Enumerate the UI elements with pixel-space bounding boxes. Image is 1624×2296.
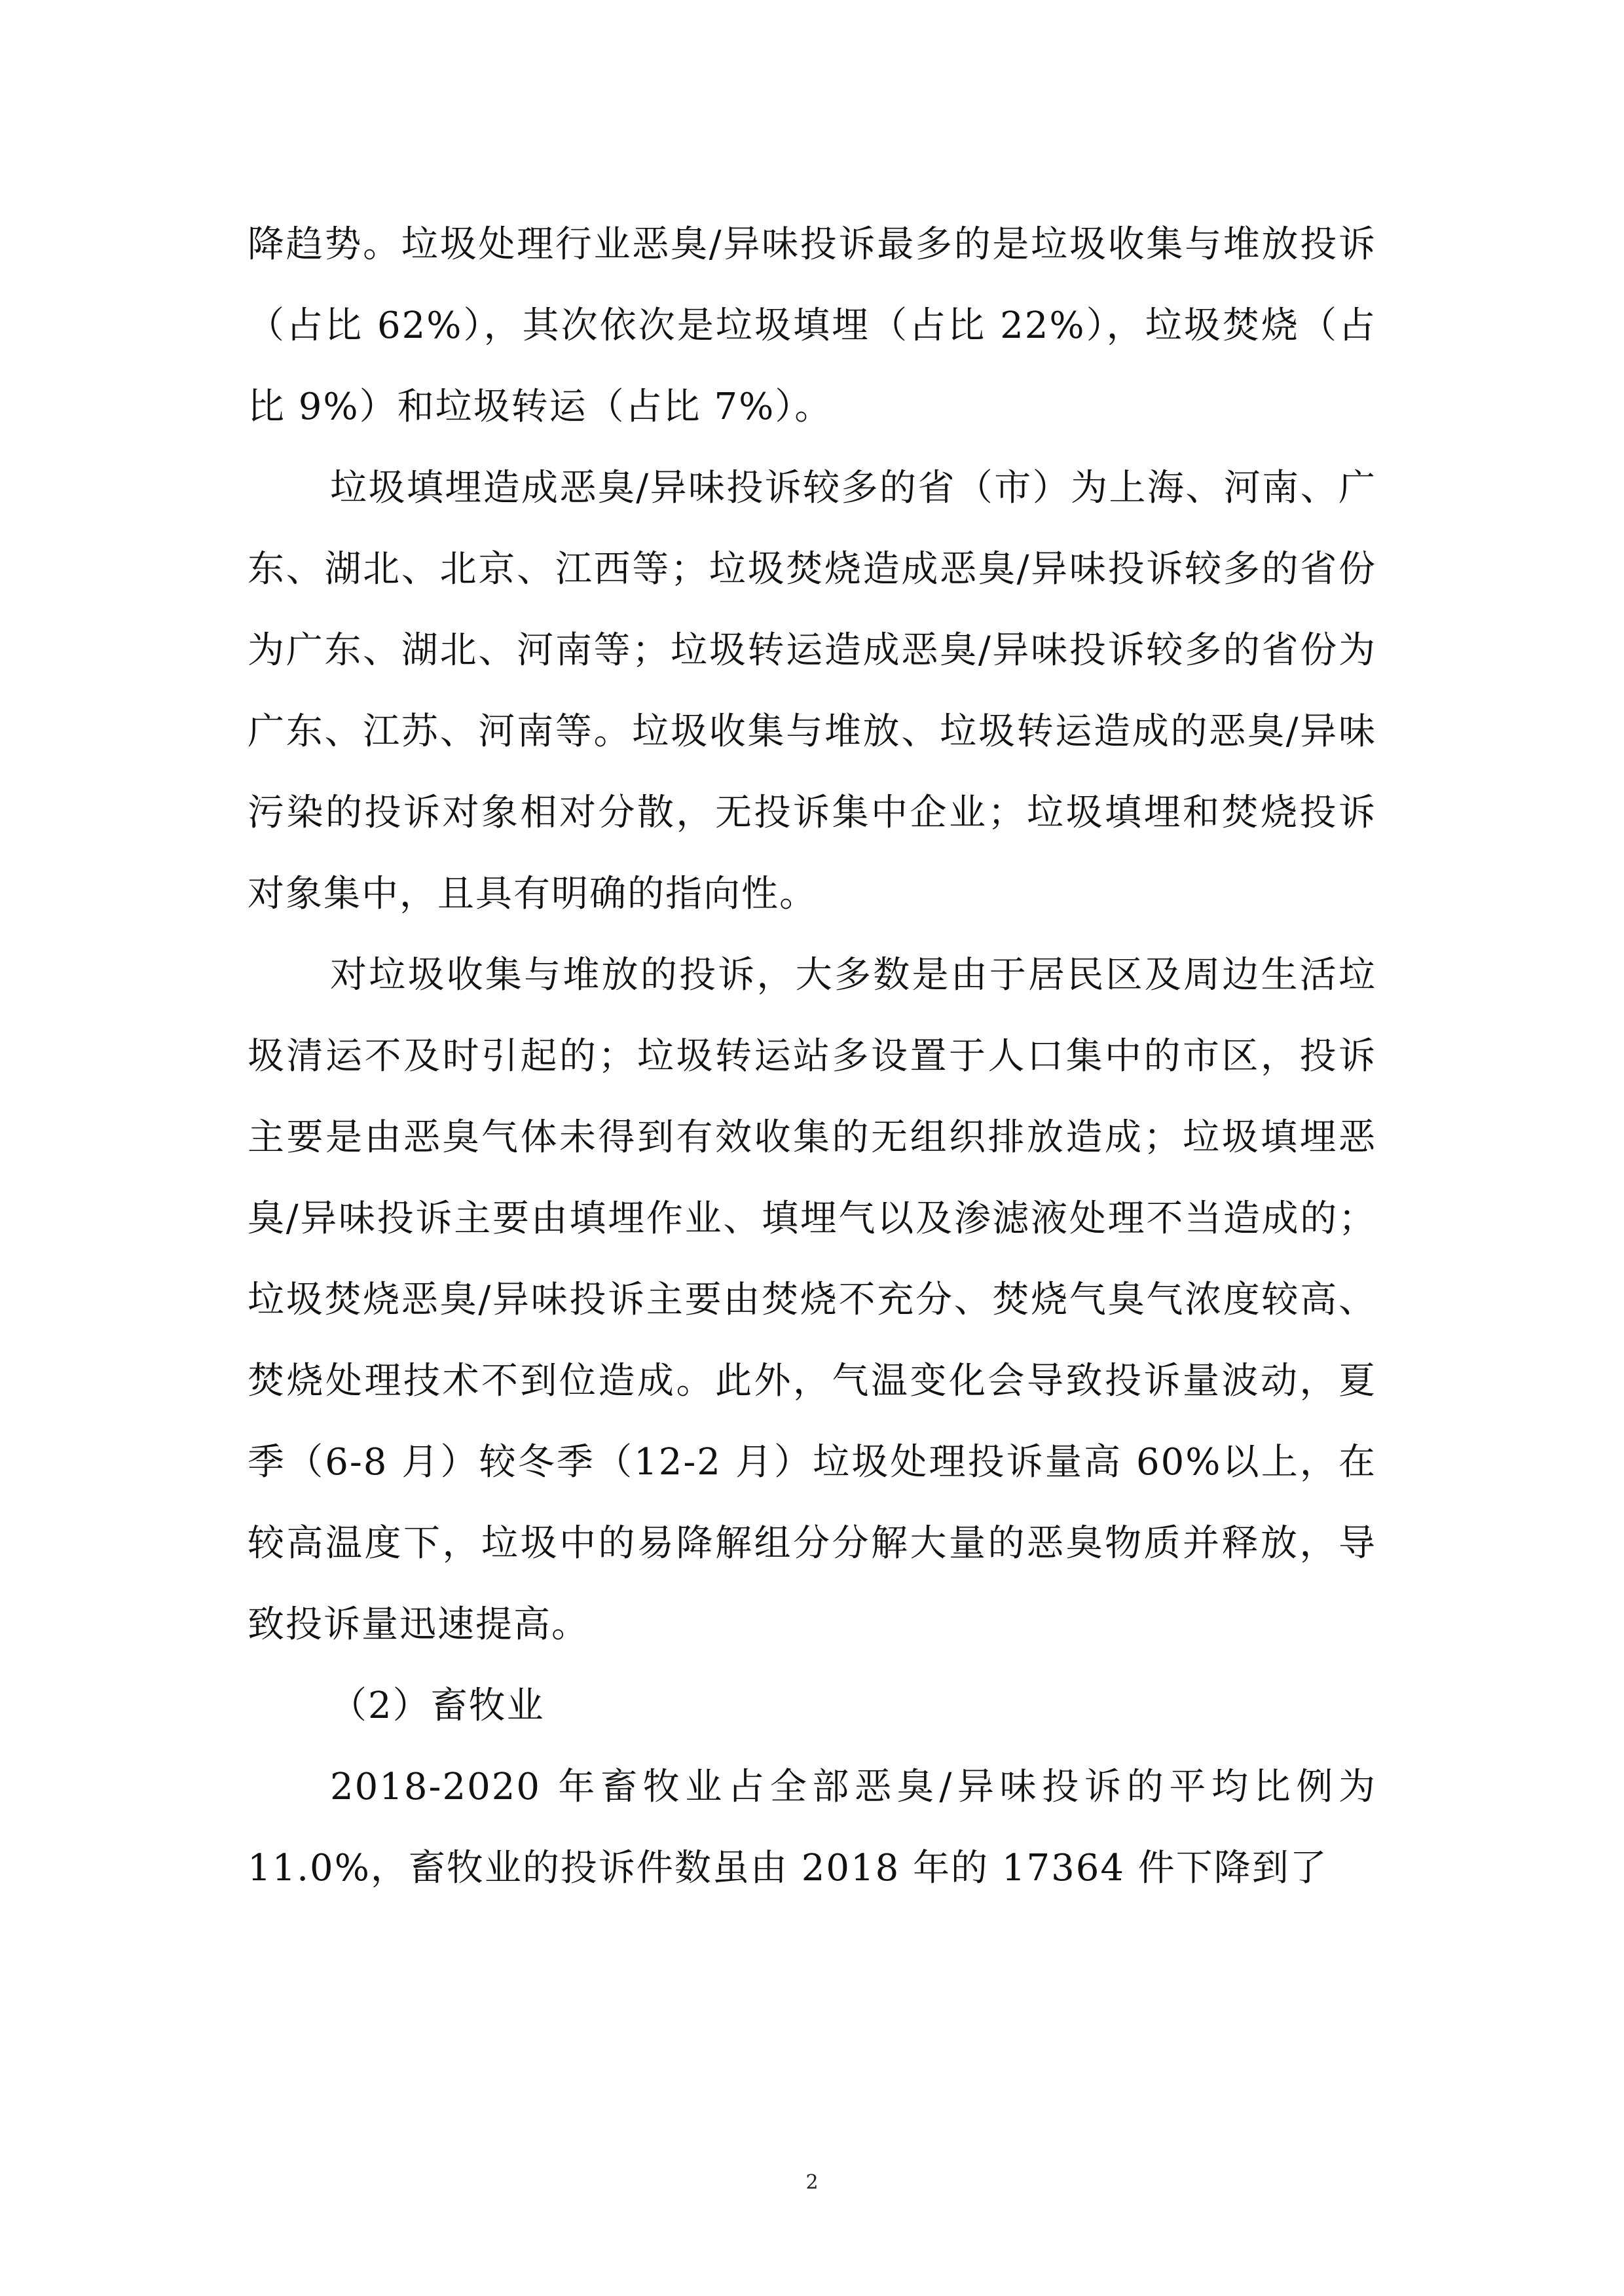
paragraph-livestock: 2018-2020 年畜牧业占全部恶臭/异味投诉的平均比例为 11.0%，畜牧业的投诉件数虽由 2018 年的 17364 件下降到了 bbox=[248, 1766, 1376, 1889]
paragraph-landfill-provinces: 垃圾填埋造成恶臭/异味投诉较多的省（市）为上海、河南、广东、湖北、北京、江西等；垃圾焚烧造成恶臭/异味投诉较多的省份为广东、湖北、河南等；垃圾转运造成恶臭/异味投诉较多的省份为广东、江苏、河南等。垃圾收集与堆放、垃圾转运造成的恶臭/异味污染的投诉对象相对分散，无投诉集中企业；垃圾填埋和焚烧投诉对象集中，且具有明确的指向性。 bbox=[248, 467, 1376, 915]
paragraph-continued: 降趋势。垃圾处理行业恶臭/异味投诉最多的是垃圾收集与堆放投诉（占比 62%），其次依次是垃圾填埋（占比 22%），垃圾焚烧（占比 9%）和垃圾转运（占比 7%）。 bbox=[248, 223, 1376, 428]
page-number: 2 bbox=[805, 2171, 819, 2194]
paragraph-complaint-causes: 对垃圾收集与堆放的投诉，大多数是由于居民区及周边生活垃圾清运不及时引起的；垃圾转运站多设置于人口集中的市区，投诉主要是由恶臭气体未得到有效收集的无组织排放造成；垃圾填埋恶臭/异味投诉主要由填埋作业、填埋气以及渗滤液处理不当造成的；垃圾焚烧恶臭/异味投诉主要由焚烧不充分、焚烧气臭气浓度较高、焚烧处理技术不到位造成。此外，气温变化会导致投诉量波动，夏季（6-8 月）较冬季（12-2 月）垃圾处理投诉量高 60%以上，在较高温度下，垃圾中的易降解组分分解大量的恶臭物质并释放，导致投诉量迅速提高。 bbox=[248, 954, 1376, 1646]
page-body bbox=[248, 204, 1376, 1909]
section-heading-livestock: （2）畜牧业 bbox=[330, 1685, 545, 1727]
